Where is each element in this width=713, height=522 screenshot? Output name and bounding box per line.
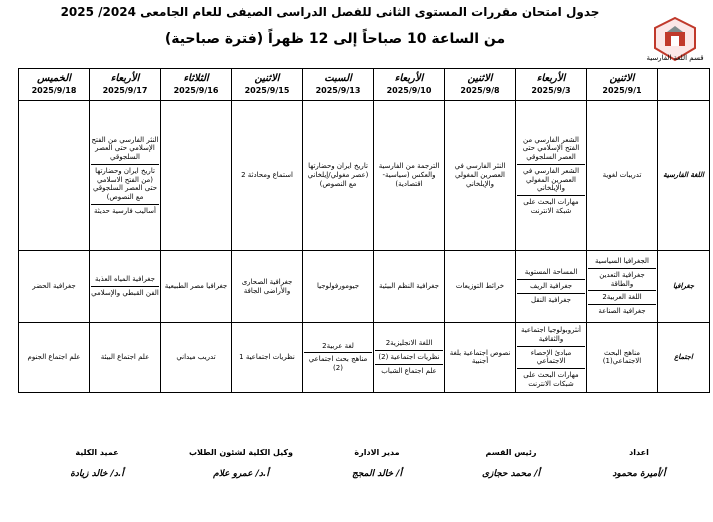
course-name: تاريخ ايران وحضارتها (من الفتح الاسلامي حتى العصر السلجوقي مع النصوص) <box>91 165 159 205</box>
course-name: مناهج البحث الاجتماعي(1) <box>602 348 642 366</box>
schedule-cell <box>374 251 445 323</box>
signature-block <box>456 448 566 479</box>
subject-row <box>19 101 710 251</box>
schedule-cell <box>161 101 232 251</box>
course-name: أساليب فارسية حديثة <box>94 206 156 215</box>
schedule-cell <box>90 323 161 393</box>
schedule-cell <box>90 251 161 323</box>
subject-label: اللغة الفارسية <box>658 101 710 251</box>
schedule-cell <box>161 251 232 323</box>
column-header: السبت 2025/9/13 <box>303 69 374 101</box>
course-name: علم اجتماع البيئة <box>100 352 150 361</box>
course-name: الشعر الفارسي في العصرين المغولي والإيلخاني <box>517 165 585 196</box>
course-name: جغرافيا مصر الطبيعية <box>164 282 228 291</box>
course-name: النثر الفارسي في العصرين المغولي والإيلخاني <box>454 162 506 188</box>
subject-row <box>19 323 710 393</box>
exam-time: من الساعة 10 صباحاً إلى 12 ظهراً (فترة صباحية) <box>164 31 506 47</box>
signature-name: أ.د/ عمرو علام <box>213 469 269 479</box>
course-name: اللغة الانجليزية2 <box>375 337 443 351</box>
schedule-cell <box>374 323 445 393</box>
signature-name: أ/ محمد حجازى <box>481 469 541 479</box>
schedule-cell <box>232 323 303 393</box>
exam-schedule-table <box>18 68 710 393</box>
schedule-cell <box>516 101 587 251</box>
signature-block <box>322 448 432 479</box>
course-name: جيومورفولوجيا <box>316 282 360 291</box>
course-name: اللغة العربية2 <box>588 291 656 305</box>
column-header: الاثنين 2025/9/8 <box>445 69 516 101</box>
course-name: الجغرافيا السياسية <box>588 255 656 269</box>
schedule-cell <box>19 323 90 393</box>
course-name: تدريبات لغوية <box>602 171 642 180</box>
schedule-cell <box>587 101 658 251</box>
signature-name: أ.د/ خالد زيادة <box>70 469 124 479</box>
course-name: جغرافية الصناعة <box>598 307 646 316</box>
signature-block <box>584 448 694 479</box>
course-name: الفن القبطي والإسلامي <box>91 289 159 297</box>
course-name: مبادئ الإحصاء الاجتماعي <box>517 347 585 370</box>
page-title: جدول امتحان مقررات المستوى الثانى للفصل الدراسى الصيفى للعام الجامعى 2024/ 2025 <box>60 5 600 19</box>
course-name: لغة عربية2 <box>304 340 372 354</box>
schedule-cell <box>232 251 303 323</box>
course-name: المساحة المستوية <box>517 266 585 280</box>
corner-cell <box>658 69 710 101</box>
course-name: مهارات البحث على شبكة الانترنت <box>523 198 579 215</box>
signature-role: مدير الادارة <box>354 448 400 457</box>
course-name: أنثروبولوجيا اجتماعية والثقافية <box>517 324 585 347</box>
schedule-cell <box>374 101 445 251</box>
course-name: جغرافية النقل <box>531 295 571 304</box>
schedule-cell <box>587 251 658 323</box>
schedule-cell <box>587 323 658 393</box>
course-name: النثر الفارسي من الفتح الإسلامي حتى العصر السلجوقي <box>91 134 159 165</box>
header-row <box>19 69 710 101</box>
course-name: مناهج بحث اجتماعي (2) <box>308 355 368 373</box>
course-name: جغرافية الحضر <box>32 282 76 291</box>
course-name: جغرافية النظم البيئية <box>378 282 440 291</box>
column-header: الأربعاء 2025/9/17 <box>90 69 161 101</box>
schedule-cell <box>303 101 374 251</box>
signature-role: رئيس القسم <box>485 448 537 457</box>
schedule-cell <box>445 323 516 393</box>
schedule-cell <box>445 251 516 323</box>
course-name: نظريات اجتماعية 1 <box>239 352 295 361</box>
signature-name: أ/ خالد المجج <box>352 469 402 479</box>
subject-row <box>19 251 710 323</box>
course-name: تدريب ميداني <box>176 352 216 361</box>
course-name: جغرافية المياه العذبة <box>91 273 159 287</box>
column-header: الأربعاء 2025/9/3 <box>516 69 587 101</box>
subject-label: اجتماع <box>658 323 710 393</box>
column-header: الاثنين 2025/9/1 <box>587 69 658 101</box>
course-name: استماع ومحادثة 2 <box>241 171 293 180</box>
signature-name: أ/أميرة محمود <box>612 469 666 479</box>
signature-block <box>186 448 296 479</box>
schedule-cell <box>90 101 161 251</box>
column-header: الثلاثاء 2025/9/16 <box>161 69 232 101</box>
course-name: نظريات اجتماعية (2) <box>375 351 443 365</box>
course-name: جغرافية الصحارى والأراضى الجافة <box>241 277 293 295</box>
signature-role: اعداد <box>629 448 649 457</box>
course-name: جغرافية الريف <box>517 280 585 294</box>
signature-role: عميد الكلية <box>75 448 119 457</box>
column-header: الخميس 2025/9/18 <box>19 69 90 101</box>
course-name: نصوص اجتماعية بلغة أجنبية <box>449 348 511 366</box>
schedule-cell <box>303 323 374 393</box>
course-name: تاريخ ايران وحضارتها (عصر مغولي/إيلخاني مع النصوص) <box>307 162 369 188</box>
course-name: الترجمة من الفارسية والعكس (سياسية- اقتصادية) <box>378 162 440 188</box>
schedule-cell <box>232 101 303 251</box>
signature-block <box>42 448 152 479</box>
column-header: الاثنين 2025/9/15 <box>232 69 303 101</box>
schedule-cell <box>19 101 90 251</box>
schedule-cell <box>516 251 587 323</box>
course-name: علم اجتماع الجنوم <box>27 352 81 361</box>
schedule-cell <box>303 251 374 323</box>
signature-role: وكيل الكلية لشئون الطلاب <box>188 448 294 457</box>
course-name: علم اجتماع الشباب <box>381 366 437 375</box>
schedule-cell <box>445 101 516 251</box>
logo-caption: قسم اللغة الفارسية <box>646 54 704 62</box>
course-name: الشعر الفارسي من الفتح الإسلامي حتى العصر السلجوقي <box>517 134 585 165</box>
schedule-cell <box>19 251 90 323</box>
course-name: مهارات البحث على شبكات الانترنت <box>523 371 579 388</box>
schedule-cell <box>161 323 232 393</box>
subject-label: جغرافيا <box>658 251 710 323</box>
course-name: جغرافية التعدين والطاقة <box>588 269 656 292</box>
course-name: خرائط التوزيعات <box>455 282 505 291</box>
schedule-cell <box>516 323 587 393</box>
column-header: الأربعاء 2025/9/10 <box>374 69 445 101</box>
